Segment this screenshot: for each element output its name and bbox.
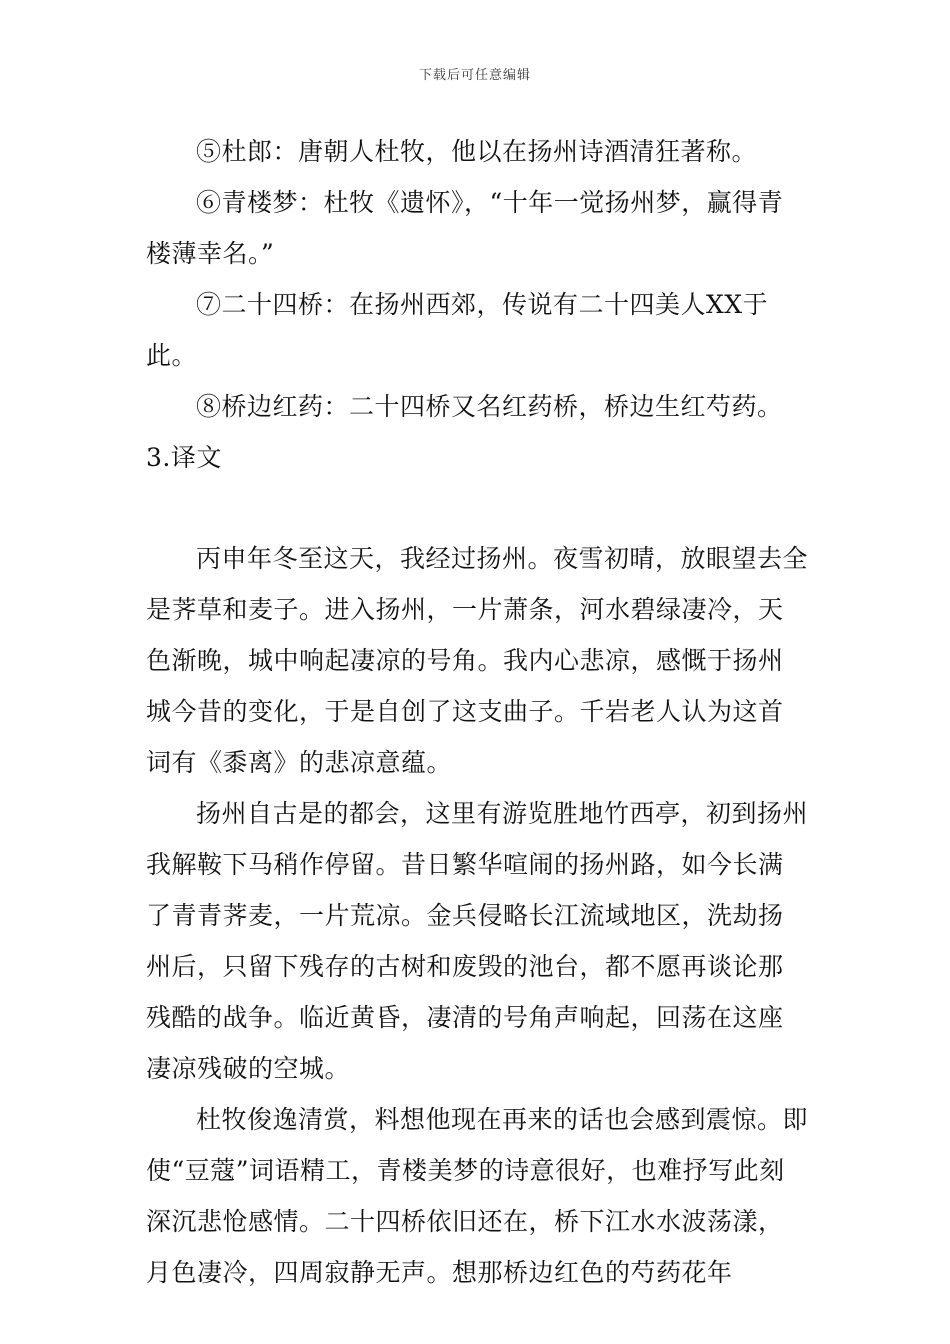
page-header: 下载后可任意编辑 <box>418 68 531 83</box>
translation-paragraph-1: 丙申年冬至这天，我经过扬州。夜雪初晴，放眼望去全是荠草和麦子。进入扬州，一片萧条，河水碧绿凄冷，天色渐晚，城中响起凄凉的号角。我内心悲凉，感慨于扬州城今昔的变化，于是自创了这支曲子。千岩老人认为这首词有《黍离》的悲凉意蕴。 <box>146 544 809 777</box>
note-5: ⑤杜郎：唐朝人杜牧，他以在扬州诗酒清狂著称。 <box>196 137 758 166</box>
document-body <box>146 126 808 1298</box>
note-8: ⑧桥边红药：二十四桥又名红药桥，桥边生红芍药。 <box>196 392 783 421</box>
note-7: ⑦二十四桥：在扬州西郊，传说有二十四美人XX于此。 <box>146 290 769 370</box>
translation-paragraph-3: 杜牧俊逸清赏，料想他现在再来的话也会感到震惊。即使“豆蔻”词语精工，青楼美梦的诗意很好，也难抒写此刻深沉悲怆感情。二十四桥依旧还在，桥下江水水波荡漾，月色凄冷，四周寂静无声。想那桥边红色的芍药花年 <box>146 1105 809 1287</box>
blank-line <box>146 483 808 533</box>
note-6: ⑥青楼梦：杜牧《遗怀》，“十年一觉扬州梦，赢得青楼薄幸名。” <box>146 188 784 268</box>
translation-paragraph-2: 扬州自古是的都会，这里有游览胜地竹西亭，初到扬州我解鞍下马稍作停留。昔日繁华喧闹的扬州路，如今长满了青青荠麦，一片荒凉。金兵侵略长江流域地区，洗劫扬州后，只留下残存的古树和废毁的池台，都不愿再谈论那残酷的战争。临近黄昏，凄清的号角声响起，回荡在这座凄凉残破的空城。 <box>146 799 809 1083</box>
section-heading: 3.译文 <box>146 443 222 472</box>
